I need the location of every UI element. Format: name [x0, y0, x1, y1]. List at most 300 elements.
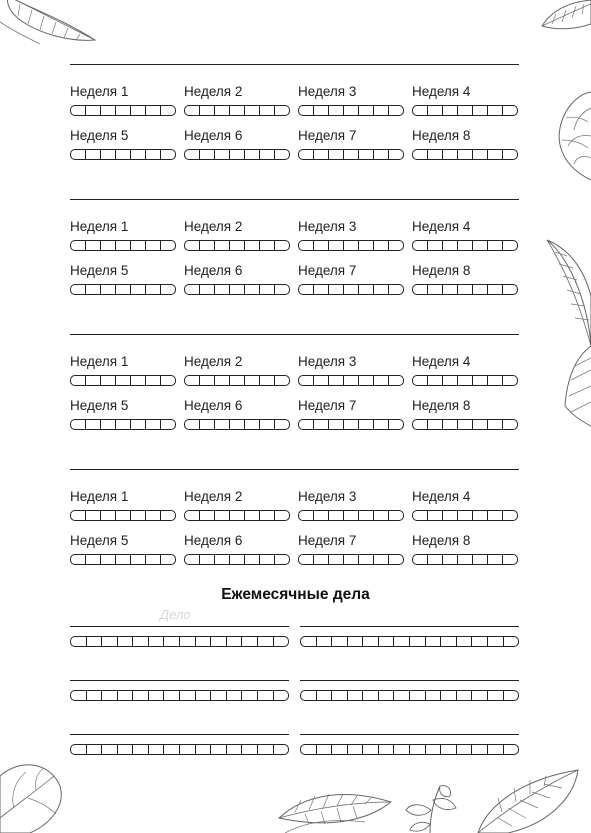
day-checkbox[interactable] [215, 150, 230, 159]
task-checkbox[interactable] [457, 745, 473, 754]
day-checkbox[interactable] [101, 420, 116, 429]
day-checkbox[interactable] [314, 241, 329, 250]
day-checkbox[interactable] [185, 285, 200, 294]
day-checkbox[interactable] [299, 376, 314, 385]
task-checkbox[interactable] [363, 637, 379, 646]
task-checkbox[interactable] [102, 745, 118, 754]
day-checkbox[interactable] [359, 285, 374, 294]
task-checkbox[interactable] [258, 745, 274, 754]
day-checkbox[interactable] [116, 511, 131, 520]
day-checkbox[interactable] [71, 555, 86, 564]
day-checkbox[interactable] [146, 420, 161, 429]
task-checkbox[interactable] [118, 691, 134, 700]
task-checkbox[interactable] [379, 691, 395, 700]
day-checkbox[interactable] [260, 376, 275, 385]
task-checkbox[interactable] [164, 637, 180, 646]
day-checkbox[interactable] [131, 106, 146, 115]
day-checkbox[interactable] [260, 106, 275, 115]
day-checkbox[interactable] [161, 150, 175, 159]
day-checkbox[interactable] [314, 106, 329, 115]
day-checkbox[interactable] [413, 241, 428, 250]
day-checkbox[interactable] [71, 376, 86, 385]
day-checkbox[interactable] [275, 106, 289, 115]
task-checkbox[interactable] [118, 745, 134, 754]
day-checkbox[interactable] [329, 241, 344, 250]
day-checkbox[interactable] [359, 150, 374, 159]
day-checkbox[interactable] [413, 420, 428, 429]
day-checkbox[interactable] [389, 150, 403, 159]
day-checkbox[interactable] [116, 241, 131, 250]
task-checkbox[interactable] [258, 691, 274, 700]
day-checkbox[interactable] [329, 555, 344, 564]
day-checkbox[interactable] [473, 555, 488, 564]
task-checkbox[interactable] [164, 745, 180, 754]
task-checkbox[interactable] [133, 691, 149, 700]
day-checkbox[interactable] [329, 106, 344, 115]
day-checkbox[interactable] [458, 241, 473, 250]
day-checkbox[interactable] [389, 511, 403, 520]
task-checkbox[interactable] [488, 637, 504, 646]
day-checkbox[interactable] [443, 106, 458, 115]
day-checkbox[interactable] [503, 150, 517, 159]
task-checkbox[interactable] [196, 745, 212, 754]
task-checkbox[interactable] [348, 637, 364, 646]
day-checkbox[interactable] [374, 376, 389, 385]
task-checkbox[interactable] [504, 691, 519, 700]
day-checkbox[interactable] [260, 241, 275, 250]
day-checkbox[interactable] [275, 555, 289, 564]
day-checkbox[interactable] [230, 376, 245, 385]
day-checkbox[interactable] [86, 150, 101, 159]
task-checkbox[interactable] [149, 745, 165, 754]
day-checkbox[interactable] [503, 106, 517, 115]
day-checkbox[interactable] [458, 420, 473, 429]
day-checkbox[interactable] [71, 511, 86, 520]
day-checkbox[interactable] [200, 285, 215, 294]
day-checkbox[interactable] [131, 420, 146, 429]
day-checkbox[interactable] [230, 241, 245, 250]
day-checkbox[interactable] [458, 555, 473, 564]
day-checkbox[interactable] [473, 285, 488, 294]
day-checkbox[interactable] [146, 285, 161, 294]
day-checkbox[interactable] [389, 420, 403, 429]
task-checkbox[interactable] [394, 745, 410, 754]
day-checkbox[interactable] [185, 420, 200, 429]
day-checkbox[interactable] [146, 241, 161, 250]
task-checkbox[interactable] [118, 637, 134, 646]
task-checkbox[interactable] [196, 691, 212, 700]
task-checkbox[interactable] [457, 637, 473, 646]
day-checkbox[interactable] [488, 285, 503, 294]
day-checkbox[interactable] [374, 150, 389, 159]
day-checkbox[interactable] [146, 150, 161, 159]
day-checkbox[interactable] [344, 150, 359, 159]
day-checkbox[interactable] [503, 241, 517, 250]
day-checkbox[interactable] [245, 376, 260, 385]
day-checkbox[interactable] [503, 555, 517, 564]
day-checkbox[interactable] [473, 511, 488, 520]
day-checkbox[interactable] [299, 555, 314, 564]
day-checkbox[interactable] [275, 376, 289, 385]
day-checkbox[interactable] [374, 511, 389, 520]
task-checkbox[interactable] [332, 745, 348, 754]
day-checkbox[interactable] [359, 106, 374, 115]
day-checkbox[interactable] [86, 376, 101, 385]
task-checkbox[interactable] [227, 691, 243, 700]
day-checkbox[interactable] [473, 420, 488, 429]
day-checkbox[interactable] [215, 241, 230, 250]
task-checkbox[interactable] [332, 637, 348, 646]
task-checkbox[interactable] [87, 745, 103, 754]
day-checkbox[interactable] [488, 555, 503, 564]
day-checkbox[interactable] [443, 150, 458, 159]
task-checkbox[interactable] [348, 691, 364, 700]
day-checkbox[interactable] [314, 511, 329, 520]
task-checkbox[interactable] [504, 745, 519, 754]
day-checkbox[interactable] [161, 376, 175, 385]
day-checkbox[interactable] [443, 285, 458, 294]
day-checkbox[interactable] [299, 511, 314, 520]
day-checkbox[interactable] [275, 150, 289, 159]
day-checkbox[interactable] [146, 511, 161, 520]
day-checkbox[interactable] [230, 106, 245, 115]
day-checkbox[interactable] [275, 420, 289, 429]
task-checkbox[interactable] [441, 745, 457, 754]
task-name-line[interactable] [70, 626, 289, 627]
day-checkbox[interactable] [428, 555, 443, 564]
task-name-line[interactable] [300, 734, 519, 735]
day-checkbox[interactable] [101, 285, 116, 294]
day-checkbox[interactable] [344, 511, 359, 520]
day-checkbox[interactable] [443, 511, 458, 520]
day-checkbox[interactable] [215, 376, 230, 385]
day-checkbox[interactable] [215, 106, 230, 115]
day-checkbox[interactable] [101, 555, 116, 564]
day-checkbox[interactable] [443, 555, 458, 564]
day-checkbox[interactable] [200, 555, 215, 564]
task-checkbox[interactable] [149, 691, 165, 700]
day-checkbox[interactable] [245, 285, 260, 294]
day-checkbox[interactable] [161, 285, 175, 294]
task-checkbox[interactable] [196, 637, 212, 646]
task-name-line[interactable] [300, 626, 519, 627]
task-checkbox[interactable] [211, 745, 227, 754]
task-checkbox[interactable] [164, 691, 180, 700]
day-checkbox[interactable] [275, 241, 289, 250]
day-checkbox[interactable] [458, 285, 473, 294]
task-checkbox[interactable] [227, 637, 243, 646]
day-checkbox[interactable] [473, 150, 488, 159]
day-checkbox[interactable] [161, 420, 175, 429]
day-checkbox[interactable] [86, 420, 101, 429]
day-checkbox[interactable] [245, 241, 260, 250]
task-checkbox[interactable] [394, 691, 410, 700]
day-checkbox[interactable] [245, 420, 260, 429]
day-checkbox[interactable] [329, 285, 344, 294]
day-checkbox[interactable] [245, 106, 260, 115]
day-checkbox[interactable] [344, 376, 359, 385]
day-checkbox[interactable] [146, 555, 161, 564]
task-checkbox[interactable] [363, 745, 379, 754]
day-checkbox[interactable] [131, 285, 146, 294]
day-checkbox[interactable] [473, 376, 488, 385]
day-checkbox[interactable] [458, 106, 473, 115]
day-checkbox[interactable] [101, 376, 116, 385]
task-checkbox[interactable] [317, 637, 333, 646]
day-checkbox[interactable] [299, 106, 314, 115]
day-checkbox[interactable] [359, 420, 374, 429]
day-checkbox[interactable] [503, 511, 517, 520]
day-checkbox[interactable] [71, 241, 86, 250]
day-checkbox[interactable] [86, 106, 101, 115]
day-checkbox[interactable] [428, 511, 443, 520]
day-checkbox[interactable] [131, 555, 146, 564]
day-checkbox[interactable] [488, 106, 503, 115]
day-checkbox[interactable] [101, 150, 116, 159]
day-checkbox[interactable] [428, 420, 443, 429]
day-checkbox[interactable] [413, 150, 428, 159]
day-checkbox[interactable] [428, 285, 443, 294]
day-checkbox[interactable] [389, 285, 403, 294]
day-checkbox[interactable] [374, 420, 389, 429]
day-checkbox[interactable] [503, 285, 517, 294]
day-checkbox[interactable] [146, 376, 161, 385]
task-checkbox[interactable] [102, 637, 118, 646]
day-checkbox[interactable] [260, 555, 275, 564]
task-checkbox[interactable] [410, 691, 426, 700]
task-placeholder[interactable]: Дело [160, 607, 191, 622]
task-checkbox[interactable] [441, 691, 457, 700]
day-checkbox[interactable] [344, 555, 359, 564]
task-checkbox[interactable] [379, 745, 395, 754]
day-checkbox[interactable] [413, 376, 428, 385]
day-checkbox[interactable] [299, 420, 314, 429]
day-checkbox[interactable] [230, 420, 245, 429]
task-checkbox[interactable] [317, 745, 333, 754]
day-checkbox[interactable] [488, 376, 503, 385]
day-checkbox[interactable] [116, 150, 131, 159]
task-checkbox[interactable] [301, 745, 317, 754]
day-checkbox[interactable] [428, 376, 443, 385]
day-checkbox[interactable] [344, 285, 359, 294]
day-checkbox[interactable] [185, 555, 200, 564]
day-checkbox[interactable] [428, 106, 443, 115]
task-checkbox[interactable] [379, 637, 395, 646]
day-checkbox[interactable] [86, 241, 101, 250]
task-checkbox[interactable] [410, 637, 426, 646]
day-checkbox[interactable] [260, 511, 275, 520]
task-checkbox[interactable] [274, 637, 289, 646]
day-checkbox[interactable] [413, 285, 428, 294]
day-checkbox[interactable] [488, 150, 503, 159]
day-checkbox[interactable] [161, 555, 175, 564]
day-checkbox[interactable] [374, 241, 389, 250]
day-checkbox[interactable] [344, 420, 359, 429]
task-name-line[interactable] [300, 680, 519, 681]
day-checkbox[interactable] [329, 511, 344, 520]
task-checkbox[interactable] [242, 637, 258, 646]
task-checkbox[interactable] [317, 691, 333, 700]
task-checkbox[interactable] [258, 637, 274, 646]
task-checkbox[interactable] [71, 691, 87, 700]
task-checkbox[interactable] [457, 691, 473, 700]
task-checkbox[interactable] [301, 637, 317, 646]
day-checkbox[interactable] [245, 150, 260, 159]
day-checkbox[interactable] [200, 241, 215, 250]
task-checkbox[interactable] [87, 691, 103, 700]
day-checkbox[interactable] [443, 420, 458, 429]
day-checkbox[interactable] [314, 420, 329, 429]
task-checkbox[interactable] [348, 745, 364, 754]
day-checkbox[interactable] [359, 376, 374, 385]
task-checkbox[interactable] [102, 691, 118, 700]
day-checkbox[interactable] [131, 241, 146, 250]
day-checkbox[interactable] [458, 150, 473, 159]
task-checkbox[interactable] [87, 637, 103, 646]
day-checkbox[interactable] [200, 420, 215, 429]
task-checkbox[interactable] [426, 691, 442, 700]
task-checkbox[interactable] [410, 745, 426, 754]
day-checkbox[interactable] [116, 420, 131, 429]
day-checkbox[interactable] [131, 150, 146, 159]
task-checkbox[interactable] [133, 745, 149, 754]
day-checkbox[interactable] [275, 511, 289, 520]
day-checkbox[interactable] [230, 555, 245, 564]
day-checkbox[interactable] [200, 150, 215, 159]
task-checkbox[interactable] [441, 637, 457, 646]
day-checkbox[interactable] [116, 376, 131, 385]
day-checkbox[interactable] [473, 106, 488, 115]
task-checkbox[interactable] [472, 691, 488, 700]
day-checkbox[interactable] [344, 241, 359, 250]
day-checkbox[interactable] [230, 285, 245, 294]
task-name-line[interactable] [70, 734, 289, 735]
day-checkbox[interactable] [458, 511, 473, 520]
task-checkbox[interactable] [133, 637, 149, 646]
day-checkbox[interactable] [359, 511, 374, 520]
day-checkbox[interactable] [101, 106, 116, 115]
day-checkbox[interactable] [503, 376, 517, 385]
day-checkbox[interactable] [299, 241, 314, 250]
day-checkbox[interactable] [260, 150, 275, 159]
day-checkbox[interactable] [230, 511, 245, 520]
day-checkbox[interactable] [488, 511, 503, 520]
day-checkbox[interactable] [215, 285, 230, 294]
day-checkbox[interactable] [389, 376, 403, 385]
day-checkbox[interactable] [146, 106, 161, 115]
day-checkbox[interactable] [329, 376, 344, 385]
day-checkbox[interactable] [71, 285, 86, 294]
task-checkbox[interactable] [149, 637, 165, 646]
day-checkbox[interactable] [185, 150, 200, 159]
day-checkbox[interactable] [488, 420, 503, 429]
day-checkbox[interactable] [458, 376, 473, 385]
day-checkbox[interactable] [86, 555, 101, 564]
task-checkbox[interactable] [426, 745, 442, 754]
day-checkbox[interactable] [215, 511, 230, 520]
day-checkbox[interactable] [161, 511, 175, 520]
day-checkbox[interactable] [374, 555, 389, 564]
day-checkbox[interactable] [86, 285, 101, 294]
day-checkbox[interactable] [428, 150, 443, 159]
day-checkbox[interactable] [215, 420, 230, 429]
day-checkbox[interactable] [443, 376, 458, 385]
day-checkbox[interactable] [314, 150, 329, 159]
day-checkbox[interactable] [344, 106, 359, 115]
day-checkbox[interactable] [185, 241, 200, 250]
task-checkbox[interactable] [488, 691, 504, 700]
day-checkbox[interactable] [86, 511, 101, 520]
day-checkbox[interactable] [413, 555, 428, 564]
task-checkbox[interactable] [242, 745, 258, 754]
task-checkbox[interactable] [180, 691, 196, 700]
day-checkbox[interactable] [374, 106, 389, 115]
day-checkbox[interactable] [389, 241, 403, 250]
day-checkbox[interactable] [245, 555, 260, 564]
day-checkbox[interactable] [443, 241, 458, 250]
day-checkbox[interactable] [473, 241, 488, 250]
day-checkbox[interactable] [116, 555, 131, 564]
day-checkbox[interactable] [230, 150, 245, 159]
day-checkbox[interactable] [329, 420, 344, 429]
day-checkbox[interactable] [428, 241, 443, 250]
day-checkbox[interactable] [389, 106, 403, 115]
day-checkbox[interactable] [260, 285, 275, 294]
day-checkbox[interactable] [161, 241, 175, 250]
day-checkbox[interactable] [185, 511, 200, 520]
day-checkbox[interactable] [71, 150, 86, 159]
day-checkbox[interactable] [131, 376, 146, 385]
task-checkbox[interactable] [211, 691, 227, 700]
day-checkbox[interactable] [245, 511, 260, 520]
day-checkbox[interactable] [359, 241, 374, 250]
day-checkbox[interactable] [131, 511, 146, 520]
task-checkbox[interactable] [71, 637, 87, 646]
task-checkbox[interactable] [488, 745, 504, 754]
day-checkbox[interactable] [200, 511, 215, 520]
task-name-line[interactable] [70, 680, 289, 681]
day-checkbox[interactable] [314, 555, 329, 564]
day-checkbox[interactable] [185, 106, 200, 115]
day-checkbox[interactable] [299, 150, 314, 159]
day-checkbox[interactable] [116, 106, 131, 115]
day-checkbox[interactable] [71, 106, 86, 115]
day-checkbox[interactable] [374, 285, 389, 294]
day-checkbox[interactable] [101, 241, 116, 250]
task-checkbox[interactable] [211, 637, 227, 646]
task-checkbox[interactable] [332, 691, 348, 700]
day-checkbox[interactable] [314, 285, 329, 294]
day-checkbox[interactable] [161, 106, 175, 115]
day-checkbox[interactable] [488, 241, 503, 250]
day-checkbox[interactable] [71, 420, 86, 429]
day-checkbox[interactable] [413, 106, 428, 115]
day-checkbox[interactable] [200, 106, 215, 115]
task-checkbox[interactable] [363, 691, 379, 700]
day-checkbox[interactable] [215, 555, 230, 564]
task-checkbox[interactable] [426, 637, 442, 646]
day-checkbox[interactable] [185, 376, 200, 385]
day-checkbox[interactable] [503, 420, 517, 429]
task-checkbox[interactable] [472, 637, 488, 646]
task-checkbox[interactable] [227, 745, 243, 754]
day-checkbox[interactable] [389, 555, 403, 564]
day-checkbox[interactable] [359, 555, 374, 564]
day-checkbox[interactable] [200, 376, 215, 385]
task-checkbox[interactable] [180, 637, 196, 646]
day-checkbox[interactable] [116, 285, 131, 294]
day-checkbox[interactable] [260, 420, 275, 429]
